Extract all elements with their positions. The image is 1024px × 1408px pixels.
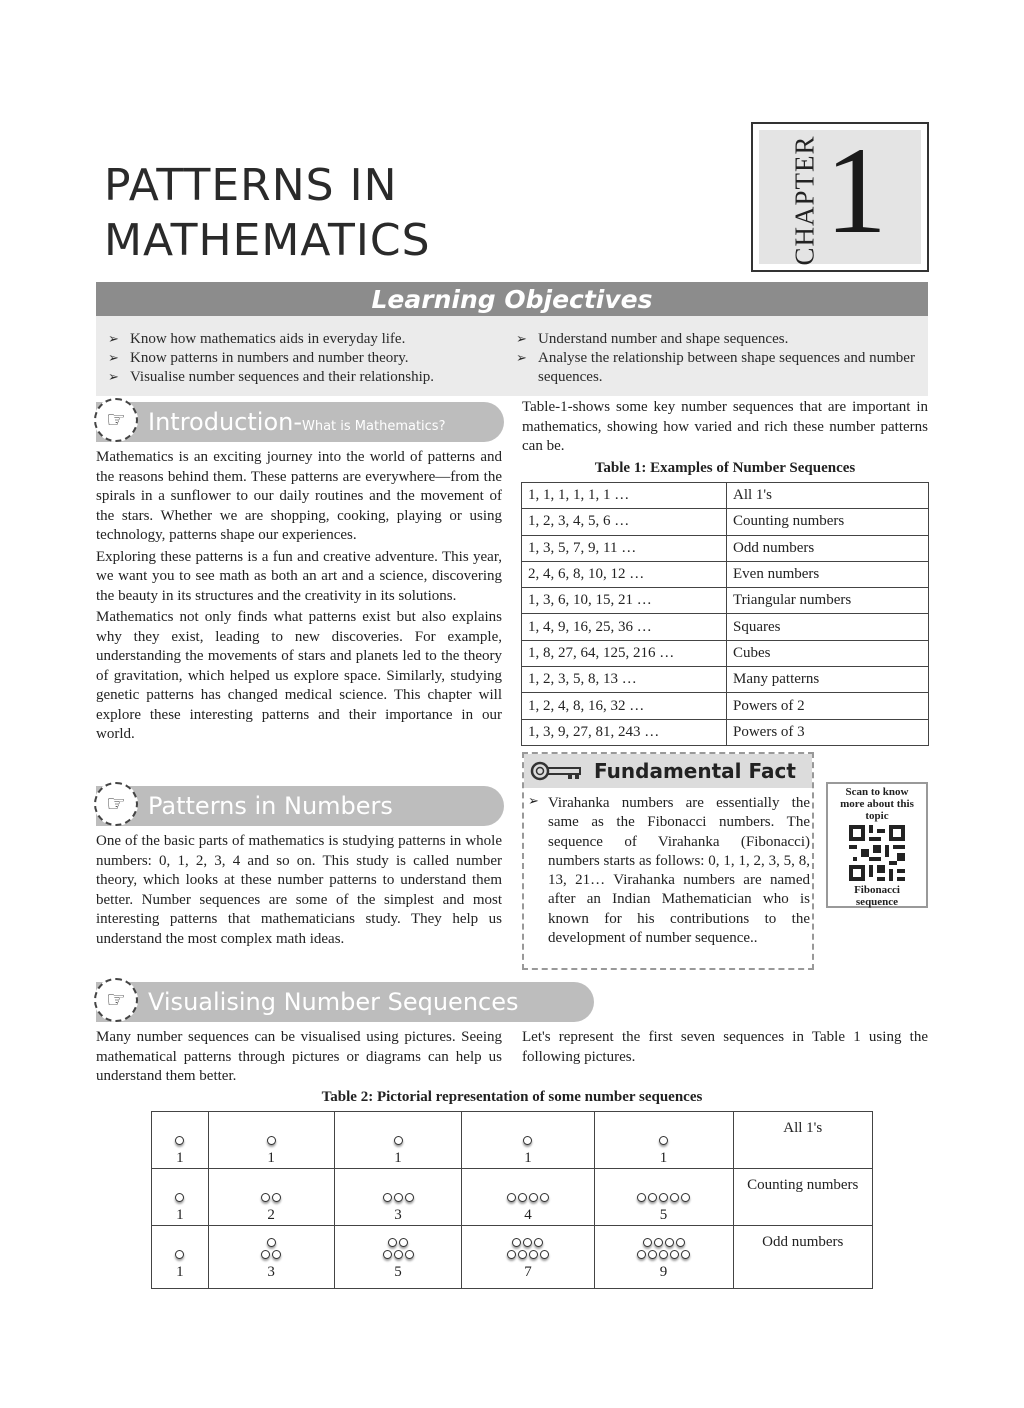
term-number: 1	[394, 1150, 402, 1166]
dot-pattern	[595, 1175, 733, 1205]
term-number: 4	[524, 1207, 532, 1223]
dot-icon	[383, 1250, 392, 1259]
intro-heading: Introduction-	[148, 408, 302, 436]
pointing-hand-icon: ☞	[94, 782, 138, 826]
learning-objectives-bar	[96, 282, 928, 316]
dot-pattern-cell	[594, 1226, 733, 1289]
dot-icon	[405, 1193, 414, 1202]
term-number: 1	[659, 1150, 668, 1166]
dot-icon	[659, 1193, 668, 1202]
term-number: 5	[394, 1264, 402, 1280]
term-number: 5	[659, 1207, 668, 1223]
fundamental-fact-box	[522, 752, 814, 970]
bullet-arrow-icon: ➢	[528, 794, 539, 809]
dot-icon	[272, 1250, 281, 1259]
dot-icon	[394, 1136, 403, 1145]
qr-caption-top: Scan to know more about this topic	[840, 786, 914, 822]
objective-item: ➢ Visualise number sequences and their relationship.	[108, 368, 508, 387]
term-number: 1	[176, 1264, 184, 1280]
dot-icon	[261, 1193, 270, 1202]
table-row	[522, 535, 929, 561]
dot-icon	[518, 1193, 527, 1202]
dot-icon	[637, 1193, 646, 1202]
fundamental-fact-text: Virahanka numbers are essentially the same as the Fibonacci numbers. The sequence of Virahanka (Fibonacci) numbers starts as follows: 0, 1, 1, 2, 3, 5, 8, 13, 21… Virahanka numbers are named after an Indian Mathematician who is known for his contributions to the development of number sequence..	[548, 795, 810, 947]
term-number: 2	[267, 1207, 275, 1223]
sequence-cell: 1, 2, 3, 4, 5, 6 …	[522, 509, 727, 535]
dot-pattern-cell	[334, 1169, 462, 1226]
visualising-section-header	[96, 982, 594, 1022]
dot-pattern-cell	[152, 1226, 209, 1289]
dot-icon	[267, 1238, 276, 1247]
dot-pattern-cell	[208, 1169, 334, 1226]
intro-paragraph: Mathematics is an exciting journey into the world of patterns and the reasons behind them. These patterns are everywhere—from the spirals in a sunflower to our daily routines and the movement of the stars. Whether we are shopping, cooking, playing or using technology, patterns shape our experiences.	[96, 449, 502, 543]
sequence-name-cell: All 1's	[727, 483, 929, 509]
intro-paragraph: Mathematics not only finds what patterns exist but also explains why they exist, leading to new discoveries. For example, understanding the movements of stars and planets led to the theory of gravitation, which helped us explore space. Similarly, studying genetic patterns has changed medical science. This chapter will explore these interesting patterns and their importance in our world.	[96, 609, 502, 742]
visualising-heading: Visualising Number Sequences	[148, 988, 519, 1016]
sequence-name-cell: Counting numbers	[727, 509, 929, 535]
table-row	[522, 588, 929, 614]
key-icon	[530, 760, 582, 782]
sequence-cell: 2, 4, 6, 8, 10, 12 …	[522, 561, 727, 587]
sequence-name-cell: Cubes	[727, 640, 929, 666]
qr-code-image[interactable]	[849, 825, 905, 881]
dot-icon	[540, 1193, 549, 1202]
term-number: 9	[659, 1264, 668, 1280]
table1-intro-text: Table-1-shows some key number sequences that are important in mathematics, showing how varied and rich these number patterns can be.	[522, 399, 928, 454]
chapter-title	[104, 158, 431, 268]
dot-pattern	[335, 1118, 462, 1148]
dot-icon	[670, 1193, 679, 1202]
dot-pattern	[209, 1232, 334, 1262]
visualising-right-text: Let's represent the first seven sequences in Table 1 using the following pictures.	[522, 1029, 928, 1065]
objective-item: ➢ Analyse the relationship between shape sequences and number sequences.	[516, 349, 916, 387]
qr-code-box	[826, 782, 928, 908]
dot-pattern	[209, 1118, 334, 1148]
dot-icon	[383, 1193, 392, 1202]
dot-icon	[405, 1250, 414, 1259]
fundamental-fact-heading: Fundamental Fact	[594, 759, 796, 783]
sequence-cell: 1, 1, 1, 1, 1, 1 …	[522, 483, 727, 509]
dot-icon	[659, 1250, 668, 1259]
term-number: 7	[524, 1264, 532, 1280]
chapter-number: 1	[825, 122, 887, 259]
dot-pattern-cell	[462, 1226, 594, 1289]
term-number: 1	[267, 1150, 275, 1166]
sequence-name-cell: Powers of 2	[727, 693, 929, 719]
pictorial-sequences-table	[151, 1111, 873, 1289]
dot-pattern-cell	[462, 1112, 594, 1169]
table-row	[152, 1112, 873, 1169]
dot-pattern-cell	[334, 1112, 462, 1169]
dot-pattern-cell	[462, 1169, 594, 1226]
objective-item: ➢ Know how mathematics aids in everyday life.	[108, 330, 508, 349]
dot-icon	[175, 1250, 184, 1259]
sequence-label-cell: Counting numbers	[733, 1169, 872, 1226]
term-number: 1	[176, 1150, 184, 1166]
dot-pattern-cell	[208, 1112, 334, 1169]
title-line-2: MATHEMATICS	[104, 215, 431, 266]
dot-icon	[643, 1238, 652, 1247]
intro-subheading: What is Mathematics?	[302, 419, 446, 434]
dot-icon	[512, 1238, 521, 1247]
dot-icon	[272, 1193, 281, 1202]
learning-objectives-heading: Learning Objectives	[371, 285, 653, 314]
dot-icon	[394, 1193, 403, 1202]
sequence-name-cell: Many patterns	[727, 667, 929, 693]
dot-icon	[523, 1238, 532, 1247]
objectives-right-list	[516, 330, 916, 387]
table2-caption: Table 2: Pictorial representation of some number sequences	[321, 1089, 703, 1105]
dot-icon	[648, 1193, 657, 1202]
term-number: 3	[267, 1264, 275, 1280]
number-sequences-table	[521, 482, 929, 746]
sequence-cell: 1, 4, 9, 16, 25, 36 …	[522, 614, 727, 640]
dot-icon	[648, 1250, 657, 1259]
dot-icon	[659, 1136, 668, 1145]
dot-icon	[670, 1250, 679, 1259]
intro-paragraph: Exploring these patterns is a fun and creative adventure. This year, we want you to see math as both an art and a science, discovering the beauty in its structures and the creativity in its solutions.	[96, 548, 502, 604]
title-line-1: PATTERNS IN	[104, 160, 398, 211]
pointing-hand-icon: ☞	[94, 978, 138, 1022]
dot-pattern	[152, 1175, 208, 1205]
dot-icon	[637, 1250, 646, 1259]
dot-icon	[654, 1238, 663, 1247]
sequence-name-cell: Even numbers	[727, 561, 929, 587]
dot-icon	[394, 1250, 403, 1259]
term-number: 1	[176, 1207, 184, 1223]
intro-body	[96, 448, 502, 745]
objective-item: ➢ Know patterns in numbers and number theory.	[108, 349, 508, 368]
dot-pattern-cell	[208, 1226, 334, 1289]
dot-icon	[529, 1250, 538, 1259]
table-row	[522, 561, 929, 587]
chapter-word: CHAPTER	[789, 135, 820, 266]
dot-icon	[267, 1136, 276, 1145]
dot-icon	[540, 1250, 549, 1259]
sequence-name-cell: Odd numbers	[727, 535, 929, 561]
dot-icon	[175, 1193, 184, 1202]
table-row	[522, 667, 929, 693]
dot-icon	[681, 1193, 690, 1202]
sequence-name-cell: Triangular numbers	[727, 588, 929, 614]
table-row	[522, 693, 929, 719]
chapter-badge	[751, 122, 929, 272]
dot-pattern	[335, 1232, 462, 1262]
dot-icon	[529, 1193, 538, 1202]
table1-caption: Table 1: Examples of Number Sequences	[594, 460, 856, 476]
objectives-left-list	[108, 330, 508, 387]
sequence-cell: 1, 8, 27, 64, 125, 216 …	[522, 640, 727, 666]
dot-icon	[175, 1136, 184, 1145]
table1-intro	[522, 398, 928, 457]
dot-icon	[399, 1238, 408, 1247]
dot-pattern	[152, 1118, 208, 1148]
dot-pattern	[462, 1175, 593, 1205]
table-row	[522, 509, 929, 535]
sequence-cell: 1, 3, 5, 7, 9, 11 …	[522, 535, 727, 561]
table-row	[152, 1226, 873, 1289]
term-number: 3	[394, 1207, 402, 1223]
objective-item: ➢ Understand number and shape sequences.	[516, 330, 916, 349]
dot-icon	[665, 1238, 674, 1247]
patterns-paragraph: One of the basic parts of mathematics is studying patterns in whole numbers: 0, 1, 2, 3, 4 and so on. This study is called number theory, which looks at these number patterns to understand them better. Number sequences are some of the simplest and most interesting patterns that mathematicians study. They help us understand the most complex math ideas.	[96, 833, 502, 947]
visualising-left-text: Many number sequences can be visualised using pictures. Seeing mathematical patterns through pictures or diagrams can help us understand them better.	[96, 1029, 502, 1084]
sequence-name-cell: Squares	[727, 614, 929, 640]
dot-icon	[507, 1250, 516, 1259]
table-row	[522, 614, 929, 640]
dot-icon	[388, 1238, 397, 1247]
patterns-body	[96, 832, 502, 949]
sequence-label-cell: All 1's	[733, 1112, 872, 1169]
dot-icon	[534, 1238, 543, 1247]
sequence-cell: 1, 2, 4, 8, 16, 32 …	[522, 693, 727, 719]
table-row	[152, 1169, 873, 1226]
term-number: 1	[524, 1150, 532, 1166]
dot-pattern-cell	[594, 1169, 733, 1226]
pointing-hand-icon: ☞	[94, 398, 138, 442]
dot-pattern	[595, 1232, 733, 1262]
dot-pattern	[209, 1175, 334, 1205]
dot-pattern	[595, 1118, 733, 1148]
dot-pattern	[152, 1232, 208, 1262]
sequence-label-cell: Odd numbers	[733, 1226, 872, 1289]
sequence-cell: 1, 3, 6, 10, 15, 21 …	[522, 588, 727, 614]
table-row	[522, 719, 929, 745]
dot-pattern	[462, 1232, 593, 1262]
dot-icon	[676, 1238, 685, 1247]
dot-icon	[523, 1136, 532, 1145]
patterns-section-header	[96, 786, 504, 826]
sequence-name-cell: Powers of 3	[727, 719, 929, 745]
sequence-cell: 1, 2, 3, 5, 8, 13 …	[522, 667, 727, 693]
dot-pattern	[462, 1118, 593, 1148]
dot-pattern-cell	[152, 1112, 209, 1169]
sequence-cell: 1, 3, 9, 27, 81, 243 …	[522, 719, 727, 745]
dot-icon	[261, 1250, 270, 1259]
dot-pattern-cell	[594, 1112, 733, 1169]
dot-icon	[681, 1250, 690, 1259]
table-row	[522, 483, 929, 509]
intro-section-header	[96, 402, 504, 442]
learning-objectives-box	[96, 316, 928, 396]
dot-icon	[507, 1193, 516, 1202]
patterns-heading: Patterns in Numbers	[148, 792, 393, 820]
dot-icon	[518, 1250, 527, 1259]
table-row	[522, 640, 929, 666]
dot-pattern-cell	[152, 1169, 209, 1226]
qr-caption-bottom: Fibonacci sequence	[854, 884, 900, 908]
dot-pattern	[335, 1175, 462, 1205]
dot-pattern-cell	[334, 1226, 462, 1289]
